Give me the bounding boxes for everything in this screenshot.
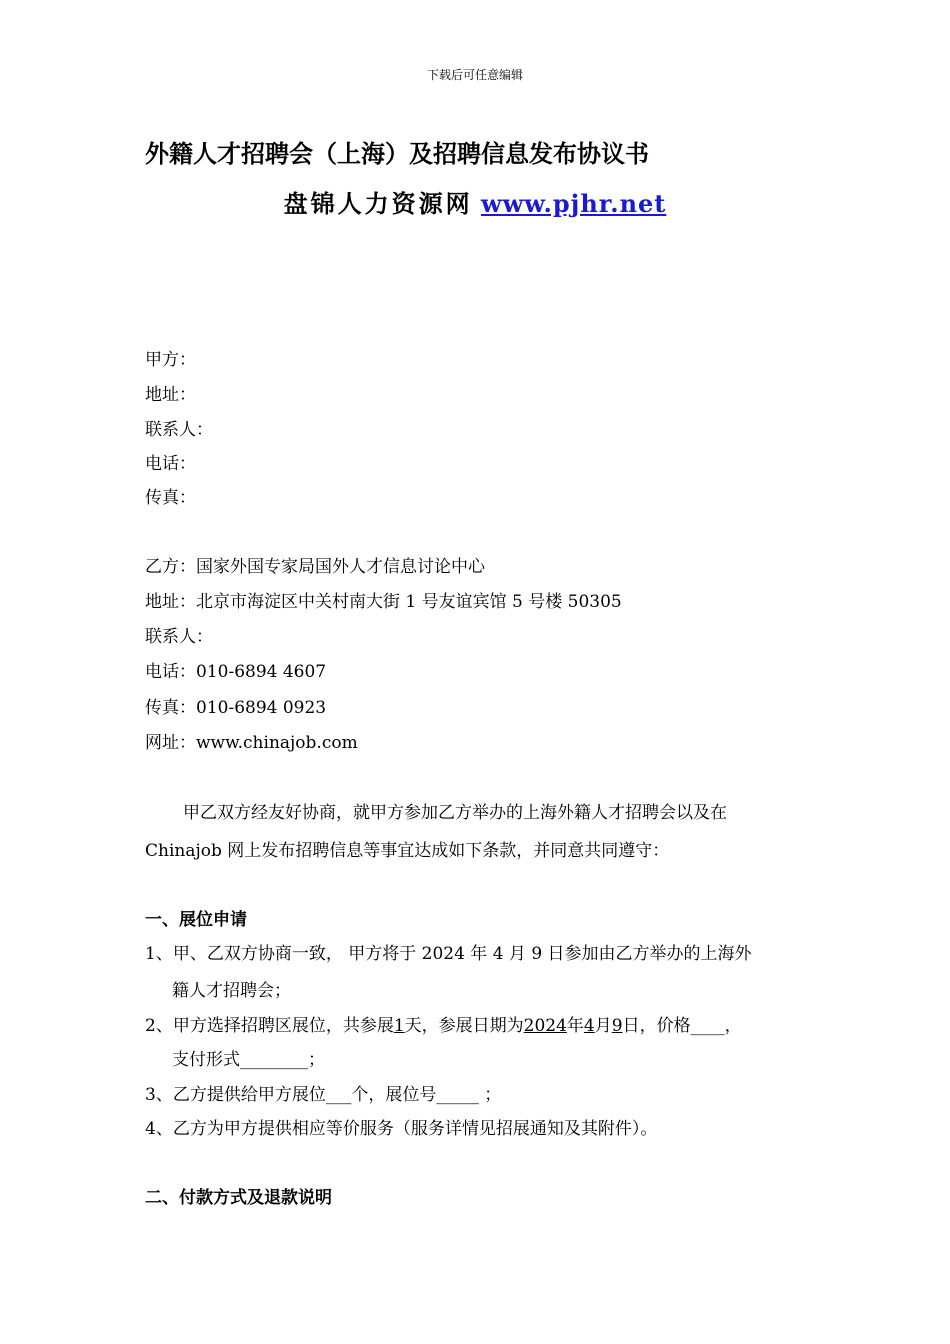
section-1-item-3: 3、乙方提供给甲方展位___个，展位号_____ ；	[145, 1085, 502, 1105]
section-1-heading: 一、展位申请	[145, 910, 247, 930]
party-b-phone: 电话：010-6894 4607	[145, 662, 327, 682]
party-b-contact: 联系人：	[145, 627, 213, 647]
section-1-item-1: 1、甲、乙双方协商一致， 甲方将于 2024 年 4 月 9 日参加由乙方举办的上海外	[145, 944, 752, 964]
party-b-address: 地址：北京市海淀区中关村南大街 1 号友谊宾馆 5 号楼 50305	[145, 592, 622, 612]
item-2-day: 9	[611, 1016, 623, 1036]
item-2-mid3: 月	[594, 1016, 612, 1036]
site-link[interactable]: www.pjhr.net	[480, 189, 667, 218]
party-a-address: 地址：	[145, 385, 196, 405]
party-a-phone: 电话：	[145, 454, 196, 474]
party-a-label: 甲方：	[145, 350, 196, 370]
item-2-prefix: 2、甲方选择招聘区展位，共参展	[145, 1016, 394, 1036]
item-2-mid1: 天，参展日期为	[404, 1016, 524, 1036]
header-note: 下载后可任意编辑	[426, 68, 523, 82]
item-2-days: 1	[393, 1016, 405, 1036]
section-1-item-2	[145, 1011, 742, 1036]
item-2-mid4: 日，价格____，	[622, 1016, 742, 1036]
intro-line-1: 甲乙双方经友好协商，就甲方参加乙方举办的上海外籍人才招聘会以及在	[183, 803, 727, 823]
section-2-heading: 二、付款方式及退款说明	[145, 1188, 332, 1208]
section-1-item-2-cont: 支付形式________；	[172, 1050, 325, 1070]
site-name: 盘锦人力资源网	[283, 190, 473, 218]
party-a-contact: 联系人：	[145, 420, 213, 440]
party-b-fax: 传真：010-6894 0923	[145, 698, 327, 718]
intro-line-2: Chinajob 网上发布招聘信息等事宜达成如下条款，并同意共同遵守：	[145, 841, 670, 861]
section-1-item-4: 4、乙方为甲方提供相应等价服务（服务详情见招展通知及其附件）。	[145, 1119, 658, 1139]
party-b-website: 网址：www.chinajob.com	[145, 733, 358, 753]
item-2-month: 4	[583, 1016, 595, 1036]
item-2-mid2: 年	[566, 1016, 584, 1036]
party-a-fax: 传真：	[145, 488, 196, 508]
section-1-item-1-cont: 籍人才招聘会；	[172, 981, 291, 1001]
document-title: 外籍人才招聘会（上海）及招聘信息发布协议书	[145, 140, 649, 168]
item-2-year: 2024	[523, 1016, 567, 1036]
document-subtitle	[0, 184, 950, 219]
party-b-label: 乙方：国家外国专家局国外人才信息讨论中心	[145, 557, 485, 577]
